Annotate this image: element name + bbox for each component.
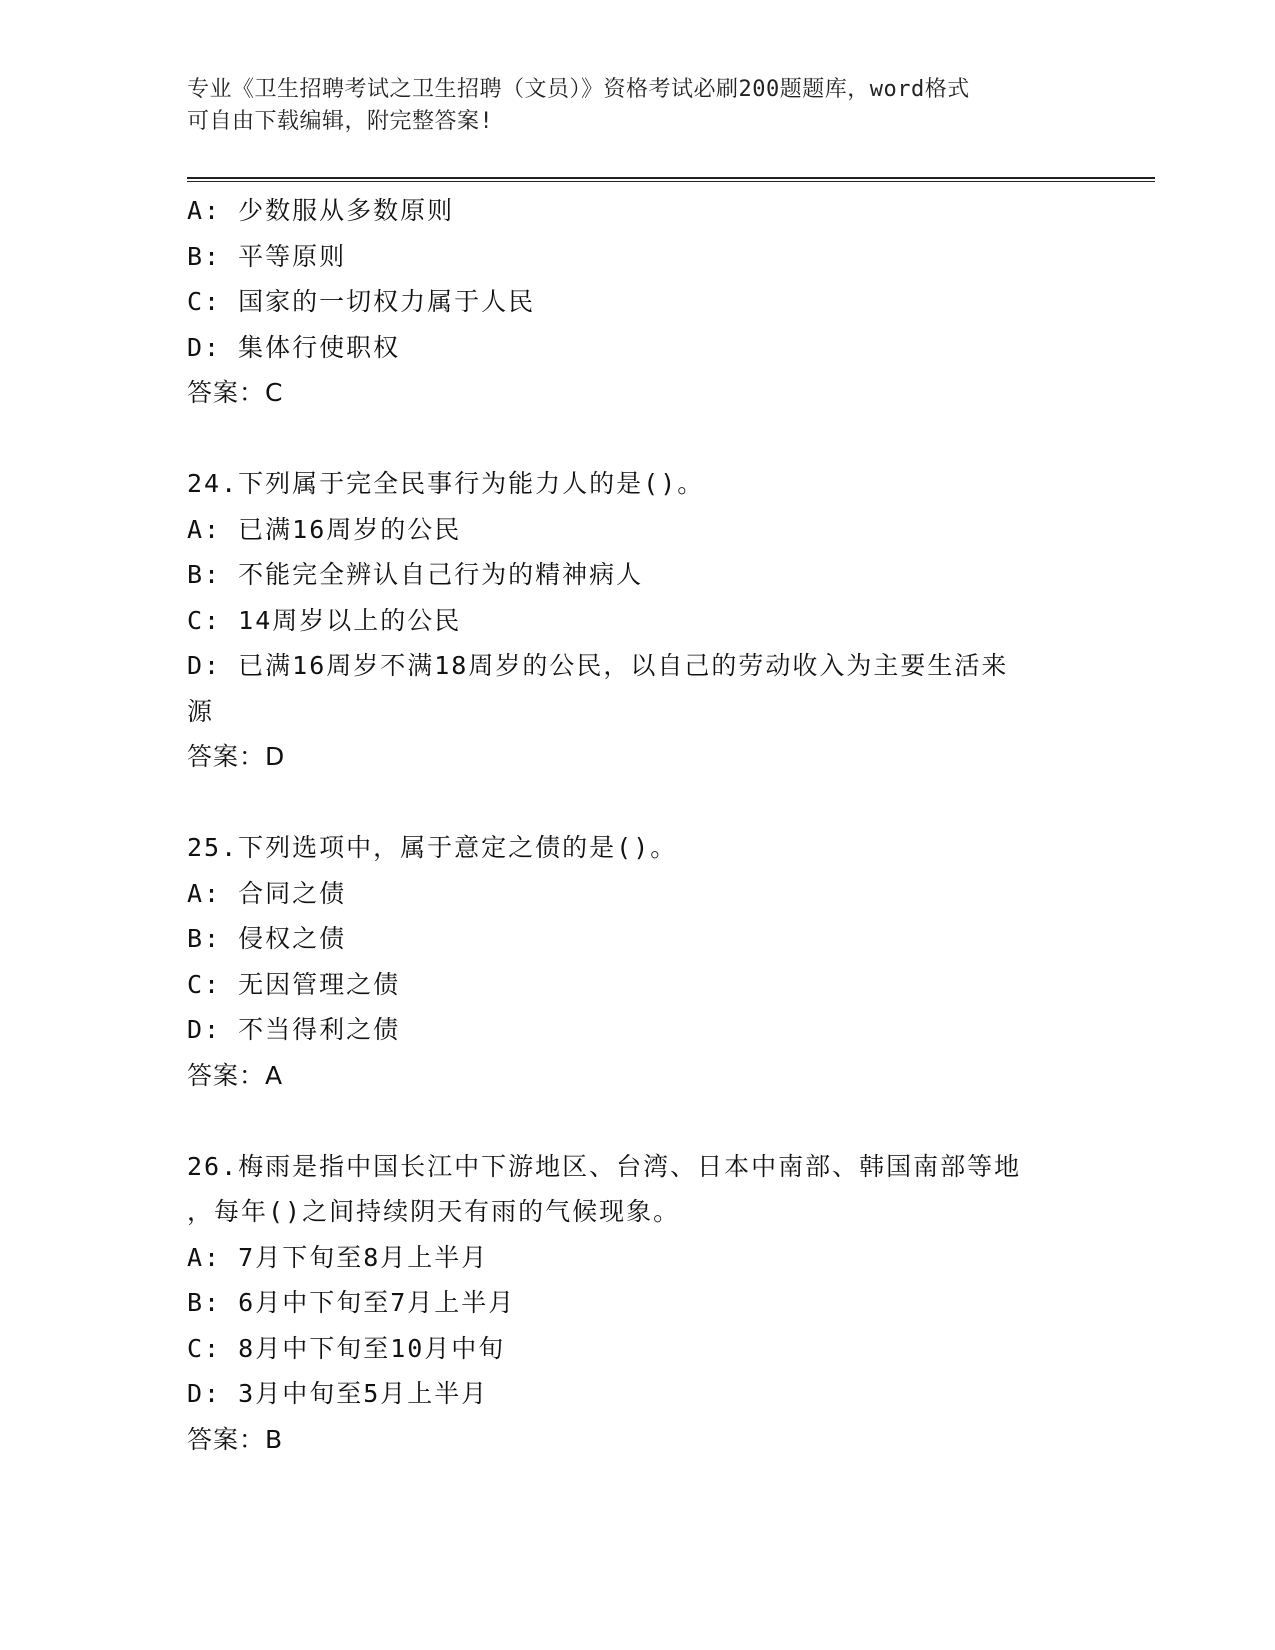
option-b: B: 平等原则 [187, 241, 347, 271]
spacer [187, 1098, 1087, 1144]
option-d: D: 3月中旬至5月上半月 [187, 1379, 489, 1408]
header-title-line-1: 专业《卫生招聘考试之卫生招聘（文员）》资格考试必刷200题题库，word格式 [187, 77, 970, 102]
option-c: C: 8月中下旬至10月中旬 [187, 1333, 506, 1363]
answer-line: 答案：D [187, 742, 286, 771]
option-a: A: 7月下旬至8月上半月 [187, 1242, 489, 1272]
option-a: A: 已满16周岁的公民 [187, 514, 462, 544]
option-d: D: 不当得利之债 [187, 1015, 401, 1044]
option-c: C: 国家的一切权力属于人民 [187, 287, 536, 316]
question-block-23 [187, 188, 1087, 416]
question-block-25 [187, 825, 1087, 1098]
option-d-continuation: 源 [187, 696, 215, 726]
question-block-26 [187, 1144, 1087, 1463]
option-b: B: 6月中下旬至7月上半月 [187, 1288, 516, 1317]
question-stem-line-2: ，每年()之间持续阴天有雨的气候现象。 [187, 1197, 681, 1226]
question-stem-line-1: 26.梅雨是指中国长江中下游地区、台湾、日本中南部、韩国南部等地 [187, 1151, 1022, 1181]
answer-line: 答案：A [187, 1060, 284, 1090]
option-a: A: 少数服从多数原则 [187, 196, 455, 225]
question-stem: 24.下列属于完全民事行为能力人的是()。 [187, 469, 705, 498]
option-d: D: 已满16周岁不满18周岁的公民，以自己的劳动收入为主要生活来 [187, 651, 1009, 680]
answer-line: 答案：C [187, 378, 284, 407]
option-a: A: 合同之债 [187, 878, 347, 908]
spacer [187, 780, 1087, 826]
answer-line: 答案：B [187, 1424, 284, 1454]
option-b: B: 侵权之债 [187, 924, 347, 953]
question-list [187, 188, 1087, 1462]
question-stem: 25.下列选项中，属于意定之债的是()。 [187, 833, 678, 862]
option-d: D: 集体行使职权 [187, 332, 401, 362]
document-header [187, 74, 1067, 138]
option-c: C: 无因管理之债 [187, 969, 401, 999]
header-divider [187, 177, 1155, 182]
option-b: B: 不能完全辨认自己行为的精神病人 [187, 560, 644, 589]
spacer [187, 416, 1087, 462]
header-title-line-2: 可自由下载编辑，附完整答案! [187, 109, 494, 134]
question-block-24 [187, 461, 1087, 780]
option-c: C: 14周岁以上的公民 [187, 605, 462, 635]
